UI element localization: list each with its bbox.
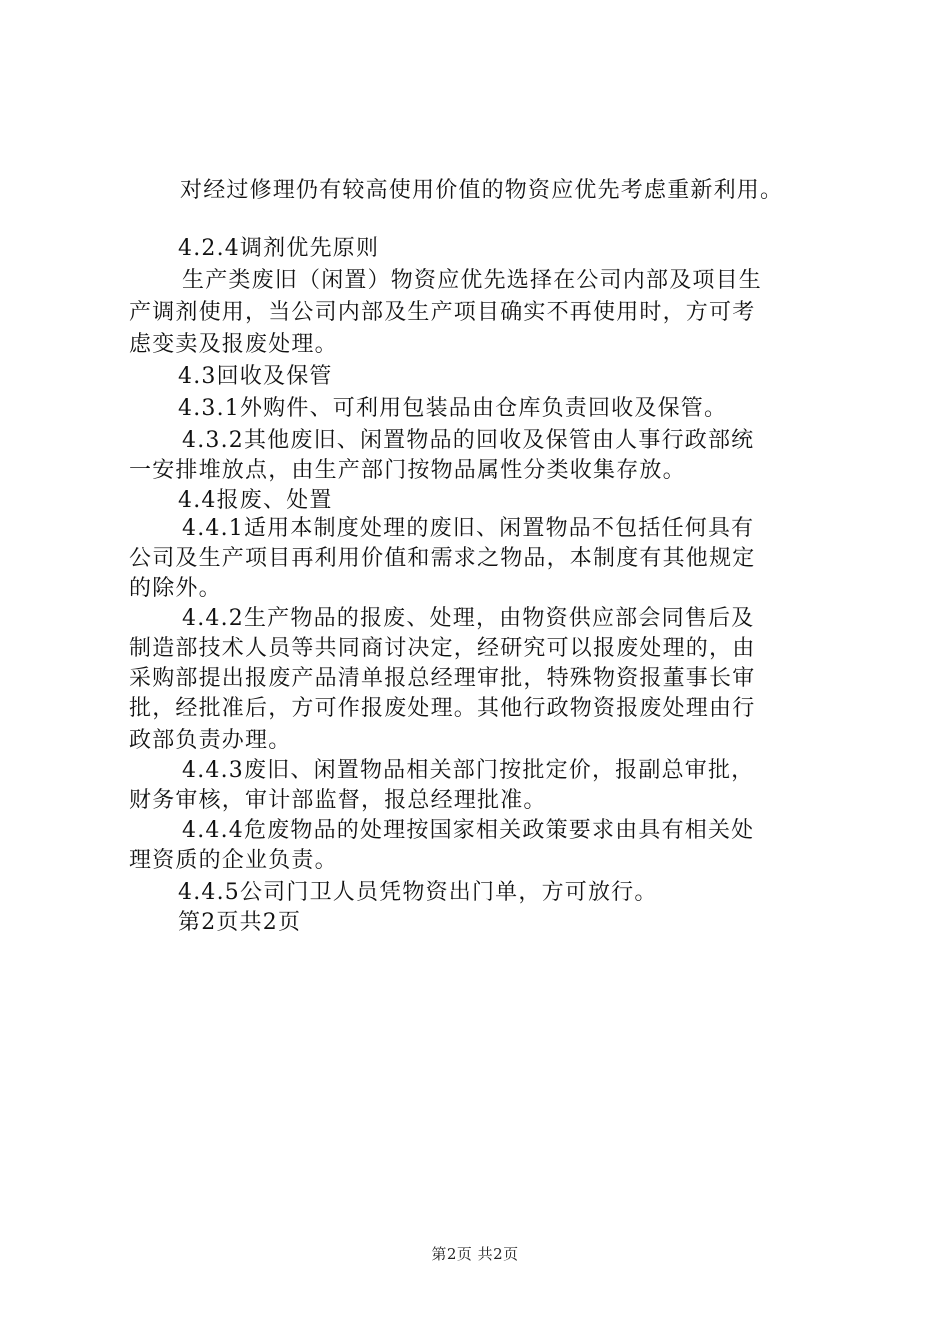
text-line: 4.3.2其他废旧、闲置物品的回收及保管由人事行政部统 [182, 428, 755, 453]
text-line: 虑变卖及报废处理。 [129, 332, 338, 357]
text-line: 批，经批准后，方可作报废处理。其他行政物资报废处理由行 [129, 696, 756, 721]
text-line: 产调剂使用，当公司内部及生产项目确实不再使用时，方可考 [129, 300, 756, 325]
page-number-text: 第2页共2页 [178, 910, 302, 935]
section-heading: 4.3回收及保管 [178, 364, 333, 389]
text-line: 4.4.4危废物品的处理按国家相关政策要求由具有相关处 [182, 818, 755, 843]
text-line: 公司及生产项目再利用价值和需求之物品，本制度有其他规定 [129, 546, 756, 571]
text-line: 理资质的企业负责。 [129, 848, 338, 873]
text-line: 制造部技术人员等共同商讨决定，经研究可以报废处理的，由 [129, 636, 756, 661]
text-line: 4.4.5公司门卫人员凭物资出门单，方可放行。 [178, 880, 658, 905]
text-line: 4.4.3废旧、闲置物品相关部门按批定价，报副总审批， [182, 758, 755, 783]
text-line: 政部负责办理。 [129, 728, 292, 753]
text-line: 对经过修理仍有较高使用价值的物资应优先考虑重新利用。 [180, 178, 784, 203]
text-line: 一安排堆放点，由生产部门按物品属性分类收集存放。 [129, 458, 686, 483]
text-line: 的除外。 [129, 576, 222, 601]
text-line: 生产类废旧（闲置）物资应优先选择在公司内部及项目生 [182, 268, 763, 293]
text-line: 财务审核，审计部监督，报总经理批准。 [129, 788, 547, 813]
section-heading: 4.2.4调剂优先原则 [178, 236, 380, 261]
text-line: 4.4.2生产物品的报废、处理，由物资供应部会同售后及 [182, 606, 755, 631]
text-line: 4.4.1适用本制度处理的废旧、闲置物品不包括任何具有 [182, 516, 755, 541]
text-line: 4.3.1外购件、可利用包装品由仓库负责回收及保管。 [178, 396, 728, 421]
page-footer: 第2页 共2页 [431, 1245, 519, 1263]
section-heading: 4.4报废、处置 [178, 488, 333, 513]
text-line: 采购部提出报废产品清单报总经理审批，特殊物资报董事长审 [129, 666, 756, 691]
